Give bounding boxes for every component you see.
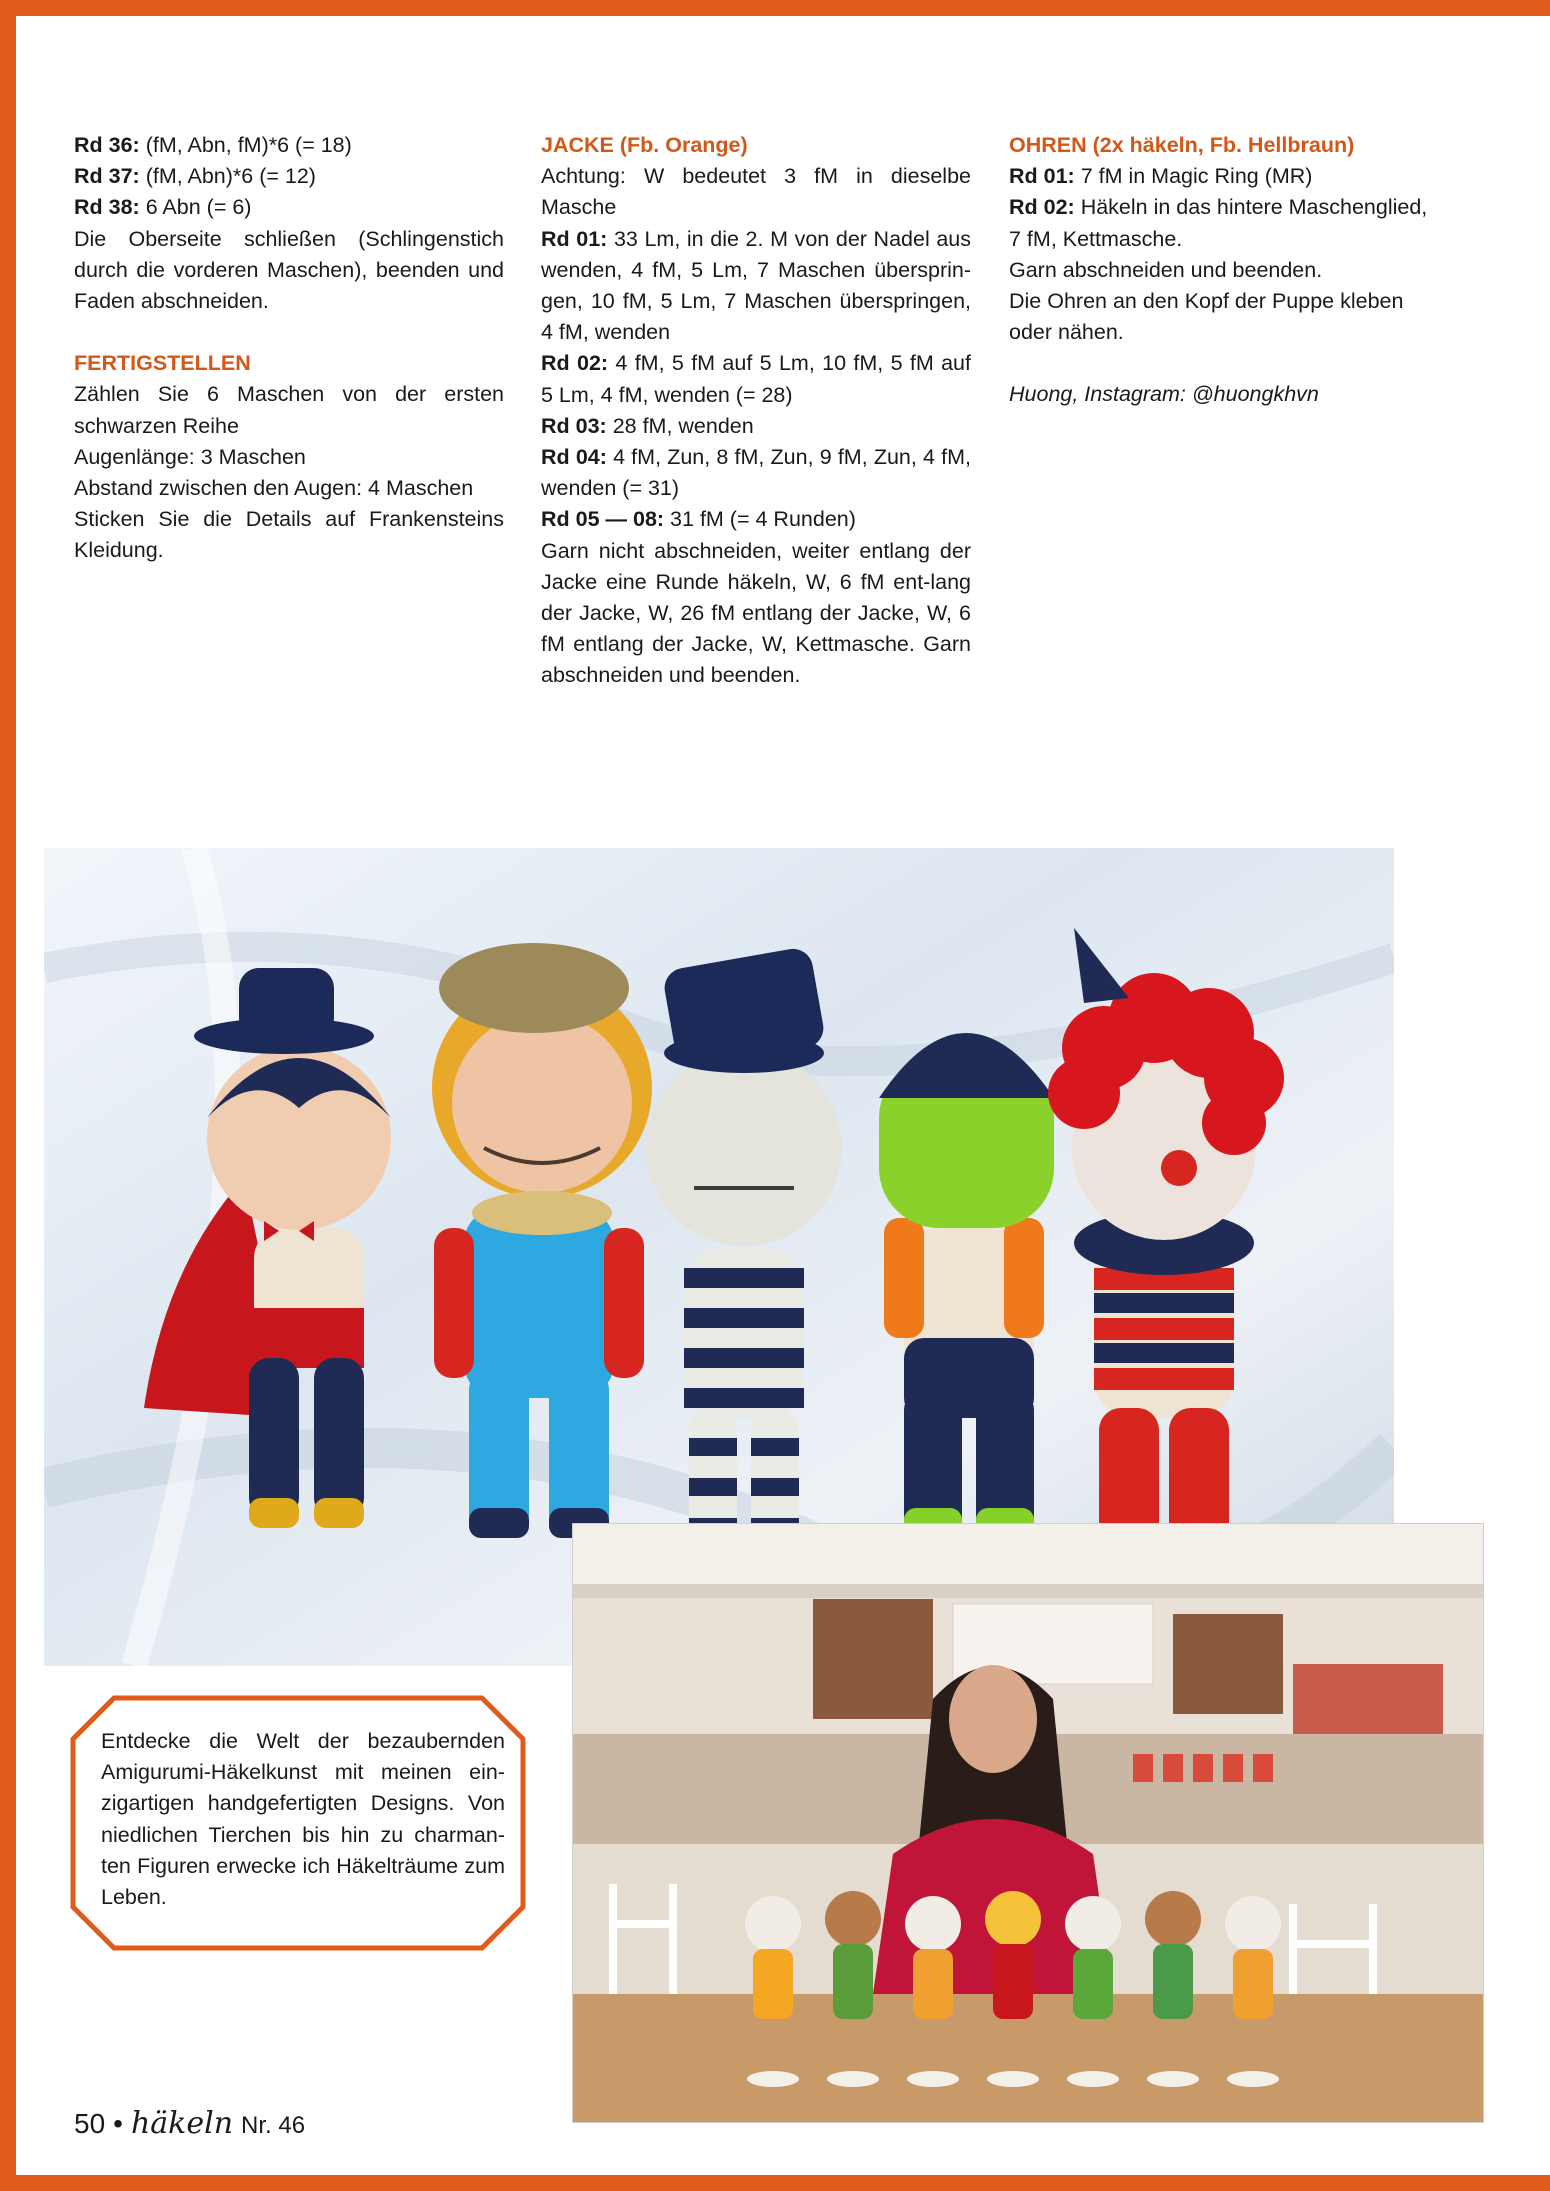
ears-heading: OHREN (2x häkeln, Fb. Hellbraun): [1009, 133, 1355, 157]
count-instructions: Zählen Sie 6 Maschen von der ersten schwarzen Reihe: [74, 382, 504, 438]
page-footer: [74, 2106, 305, 2144]
issue-number: Nr. 46: [241, 2112, 306, 2139]
finish-heading: FERTIGSTELLEN: [74, 351, 251, 376]
magazine-brand: häkeln: [130, 2106, 234, 2141]
orange-frame-left: [0, 0, 16, 2191]
jacket-row-05-08: Rd 05 — 08: 31 fM (= 4 Runden): [541, 507, 856, 532]
jacket-heading: JACKE (Fb. Orange): [541, 133, 748, 157]
author-credit: Huong, Instagram: @huongkhvn: [1009, 382, 1319, 407]
jacket-row-02: Rd 02: 4 fM, 5 fM auf 5 Lm, 10 fM, 5 fM auf 5 Lm, 4 fM, wenden (= 28): [541, 351, 971, 407]
close-instructions: Die Oberseite schließen (Schlingenstich durch die vorderen Maschen), beenden und Faden abschneiden.: [74, 226, 504, 314]
jacket-note: Achtung: W bedeutet 3 fM in dieselbe Masche: [541, 164, 971, 220]
column-1: [74, 130, 504, 567]
eye-length: Augenlänge: 3 Maschen: [74, 444, 306, 469]
ears-attach: Die Ohren an den Kopf der Puppe kleben oder nähen.: [1009, 289, 1404, 345]
jacket-row-03: Rd 03: 28 fM, wenden: [541, 413, 754, 438]
jacket-row-01: Rd 01: 33 Lm, in die 2. M von der Nadel aus wenden, 4 fM, 5 Lm, 7 Maschen übersprin-gen, 10 fM, 5 Lm, 7 Maschen überspringen, 4 fM, wenden: [541, 226, 971, 345]
row-36: Rd 36: (fM, Abn, fM)*6 (= 18): [74, 133, 352, 157]
ears-cut: Garn abschneiden und beenden.: [1009, 257, 1323, 282]
designer-portrait-photo: [572, 1523, 1484, 2123]
ears-row-02: Rd 02: Häkeln in das hintere Maschenglied, 7 fM, Kettmasche.: [1009, 195, 1428, 251]
orange-frame-bottom: [0, 2175, 1550, 2191]
designer-callout-box: [70, 1695, 526, 1951]
column-3: [1009, 130, 1439, 411]
eye-distance: Abstand zwischen den Augen: 4 Maschen: [74, 476, 474, 501]
footer-bullet: •: [113, 2108, 123, 2139]
ears-row-01: Rd 01: 7 fM in Magic Ring (MR): [1009, 164, 1313, 189]
jacket-continue: Garn nicht abschneiden, weiter entlang der Jacke eine Runde häkeln, W, 6 fM ent-lang der Jacke, W, 26 fM entlang der Jacke, W, 6 fM entlang der Jacke, W, Kettmasche. Garn abschneiden und beenden.: [541, 538, 971, 688]
column-2: [541, 130, 971, 692]
callout-text: Entdecke die Welt der bezaubernden Amigurumi-Häkelkunst mit meinen ein-zigartigen handgefertigten Designs. Von niedlichen Tierchen bis hin zu charman-ten Figuren erwecke ich Häkelträume zum Leben.: [101, 1729, 505, 1910]
page-number: 50: [74, 2108, 106, 2139]
orange-frame-top: [0, 0, 1550, 16]
row-37: Rd 37: (fM, Abn)*6 (= 12): [74, 164, 316, 189]
embroider-instructions: Sticken Sie die Details auf Frankensteins Kleidung.: [74, 507, 504, 563]
row-38: Rd 38: 6 Abn (= 6): [74, 195, 252, 220]
jacket-row-04: Rd 04: 4 fM, Zun, 8 fM, Zun, 9 fM, Zun, 4 fM, wenden (= 31): [541, 445, 971, 501]
